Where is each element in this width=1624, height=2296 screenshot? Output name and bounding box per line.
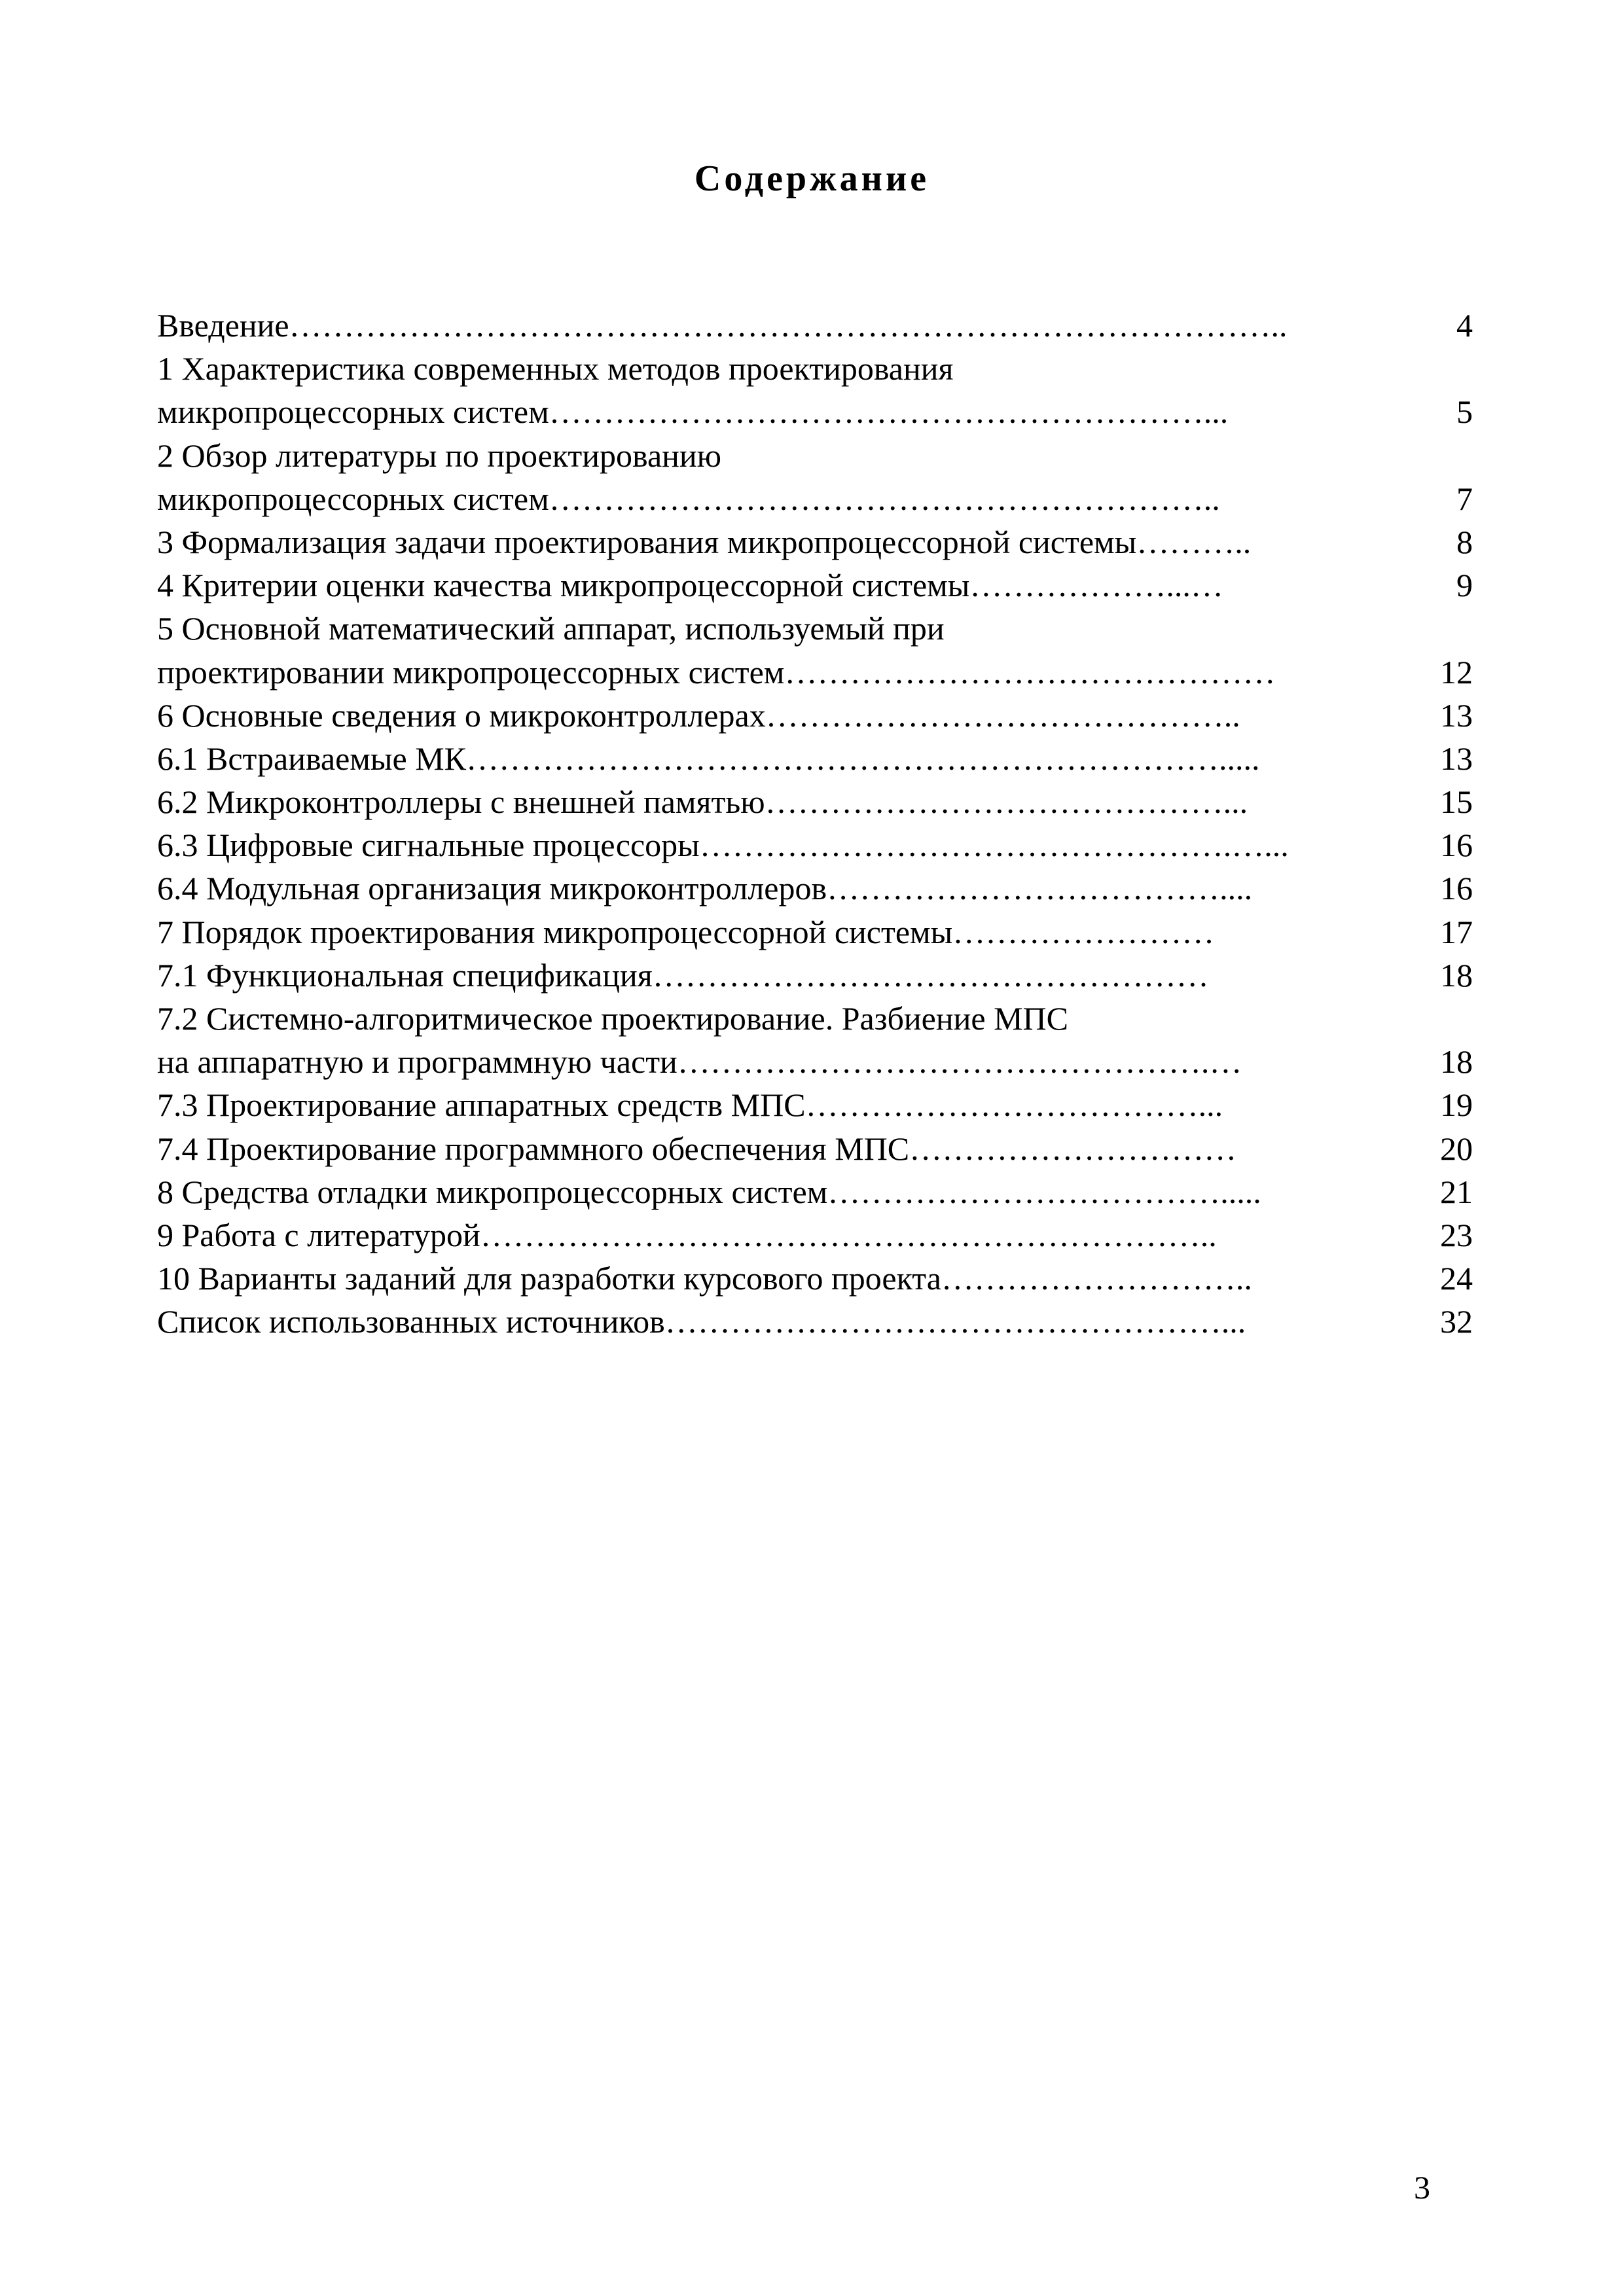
toc-entry xyxy=(157,1127,1473,1170)
toc-entry-title: 7 Порядок проектирования микропроцессорной системы xyxy=(157,913,953,950)
toc-entry xyxy=(157,954,1473,997)
toc-entry-page: 5 xyxy=(1456,393,1473,431)
toc-entry xyxy=(157,1300,1473,1343)
toc-entry xyxy=(157,304,1473,347)
toc-entry xyxy=(157,477,1473,520)
toc-entry xyxy=(157,1257,1473,1300)
toc-entry-title: 7.4 Проектирование программного обеспечения МПС xyxy=(157,1130,910,1167)
toc-entry xyxy=(157,694,1473,737)
toc-entry-page: 9 xyxy=(1456,567,1473,604)
toc-entry-page: 16 xyxy=(1440,870,1473,907)
table-of-contents xyxy=(157,304,1473,1344)
toc-entry xyxy=(157,390,1473,433)
toc-entry-leader: ………………………………………….…... xyxy=(699,827,1289,864)
toc-entry-leader: ………………………… xyxy=(909,1130,1237,1167)
toc-entry-leader: ………………………………………….… xyxy=(677,1043,1242,1081)
toc-entry-title: микропроцессорных систем xyxy=(157,393,549,431)
toc-entry-title: 4 Критерии оценки качества микропроцессорной системы xyxy=(157,567,970,604)
toc-entry-page: 8 xyxy=(1456,523,1473,560)
toc-entry-title: 6.2 Микроконтроллеры с внешней памятью xyxy=(157,783,765,821)
toc-entry-title: 7.3 Проектирование аппаратных средств МПС xyxy=(157,1086,806,1124)
toc-entry-page: 19 xyxy=(1440,1086,1473,1124)
toc-entry-leader: ………………………………………………………….. xyxy=(480,1216,1217,1253)
toc-entry-page: 7 xyxy=(1456,480,1473,517)
toc-entry xyxy=(157,1213,1473,1257)
toc-entry xyxy=(157,910,1473,954)
toc-entry-title: проектировании микропроцессорных систем xyxy=(157,653,785,691)
toc-entry-leader: ………………...… xyxy=(969,567,1223,604)
toc-entry-title: 6.1 Встраиваемые МК xyxy=(157,740,467,777)
toc-entry-page: 4 xyxy=(1456,307,1473,344)
toc-entry-leader: …………………………………….. xyxy=(765,696,1240,734)
toc-entry-title: микропроцессорных систем xyxy=(157,480,549,517)
toc-entry-title: 9 Работа с литературой xyxy=(157,1216,480,1253)
toc-entry-leader: ……………………………………………………………..... xyxy=(466,740,1260,777)
toc-entry-title: 6.4 Модульная организация микроконтроллеров xyxy=(157,870,827,907)
toc-entry-page: 23 xyxy=(1440,1216,1473,1253)
toc-entry-leader: …………………………………………………….. xyxy=(549,480,1220,517)
toc-entry xyxy=(157,737,1473,780)
toc-entry-page: 13 xyxy=(1440,740,1473,777)
toc-entry-leader: ……………………….. xyxy=(941,1260,1252,1297)
toc-entry-page: 15 xyxy=(1440,783,1473,821)
toc-entry xyxy=(157,997,1473,1040)
toc-entry-leader: …………………… xyxy=(952,913,1215,950)
toc-entry-leader: ……………………………………………... xyxy=(664,1303,1246,1340)
toc-entry-title: на аппаратную и программную части xyxy=(157,1043,677,1081)
toc-entry-title: 5 Основной математический аппарат, используемый при xyxy=(157,610,945,647)
toc-entry-title: 3 Формализация задачи проектирования микропроцессорной системы xyxy=(157,523,1137,560)
toc-entry xyxy=(157,1083,1473,1126)
toc-entry-leader: ………………………………... xyxy=(805,1086,1223,1124)
toc-entry-leader: ………………………………..... xyxy=(827,1173,1261,1210)
toc-entry-leader: ……….. xyxy=(1136,523,1252,560)
toc-entry-title: 10 Варианты заданий для разработки курсового проекта xyxy=(157,1260,941,1297)
toc-entry-title: 1 Характеристика современных методов проектирования xyxy=(157,350,954,387)
toc-entry xyxy=(157,520,1473,564)
toc-entry xyxy=(157,607,1473,650)
toc-entry-page: 17 xyxy=(1440,913,1473,950)
toc-entry xyxy=(157,434,1473,477)
toc-entry xyxy=(157,1040,1473,1083)
toc-entry-page: 21 xyxy=(1440,1173,1473,1210)
toc-entry xyxy=(157,867,1473,910)
toc-entry-page: 18 xyxy=(1440,1043,1473,1081)
toc-entry xyxy=(157,780,1473,823)
toc-entry-title: Введение xyxy=(157,307,289,344)
toc-entry-page: 18 xyxy=(1440,956,1473,994)
toc-entry-leader: ……………………………………………………... xyxy=(549,393,1229,431)
toc-entry-page: 13 xyxy=(1440,696,1473,734)
toc-entry-title: 6.3 Цифровые сигнальные процессоры xyxy=(157,827,700,864)
toc-entry xyxy=(157,651,1473,694)
toc-entry-page: 12 xyxy=(1440,653,1473,691)
toc-entry-title: 8 Средства отладки микропроцессорных систем xyxy=(157,1173,828,1210)
toc-entry-leader: …………………………………………… xyxy=(652,956,1209,994)
toc-entry-page: 16 xyxy=(1440,827,1473,864)
page-number: 3 xyxy=(1414,2169,1430,2206)
toc-entry-leader: ……………………………….... xyxy=(827,870,1253,907)
toc-entry-title: 2 Обзор литературы по проектированию xyxy=(157,437,722,474)
toc-entry-leader: ……………………………………………………………………………….. xyxy=(289,307,1288,344)
toc-entry xyxy=(157,347,1473,390)
toc-entry-page: 20 xyxy=(1440,1130,1473,1167)
toc-entry-page: 32 xyxy=(1440,1303,1473,1340)
toc-entry xyxy=(157,564,1473,607)
toc-entry-leader: ……………………………………... xyxy=(765,783,1248,821)
toc-entry-title: 7.2 Системно-алгоритмическое проектирование. Разбиение МПС xyxy=(157,1000,1068,1037)
toc-entry-title: Список использованных источников xyxy=(157,1303,665,1340)
toc-entry xyxy=(157,1170,1473,1213)
toc-entry-leader: ……………………………………… xyxy=(784,653,1276,691)
toc-entry xyxy=(157,823,1473,867)
toc-entry-title: 7.1 Функциональная спецификация xyxy=(157,956,653,994)
toc-entry-page: 24 xyxy=(1440,1260,1473,1297)
toc-entry-title: 6 Основные сведения о микроконтроллерах xyxy=(157,696,766,734)
page-title: Содержание xyxy=(694,158,930,199)
